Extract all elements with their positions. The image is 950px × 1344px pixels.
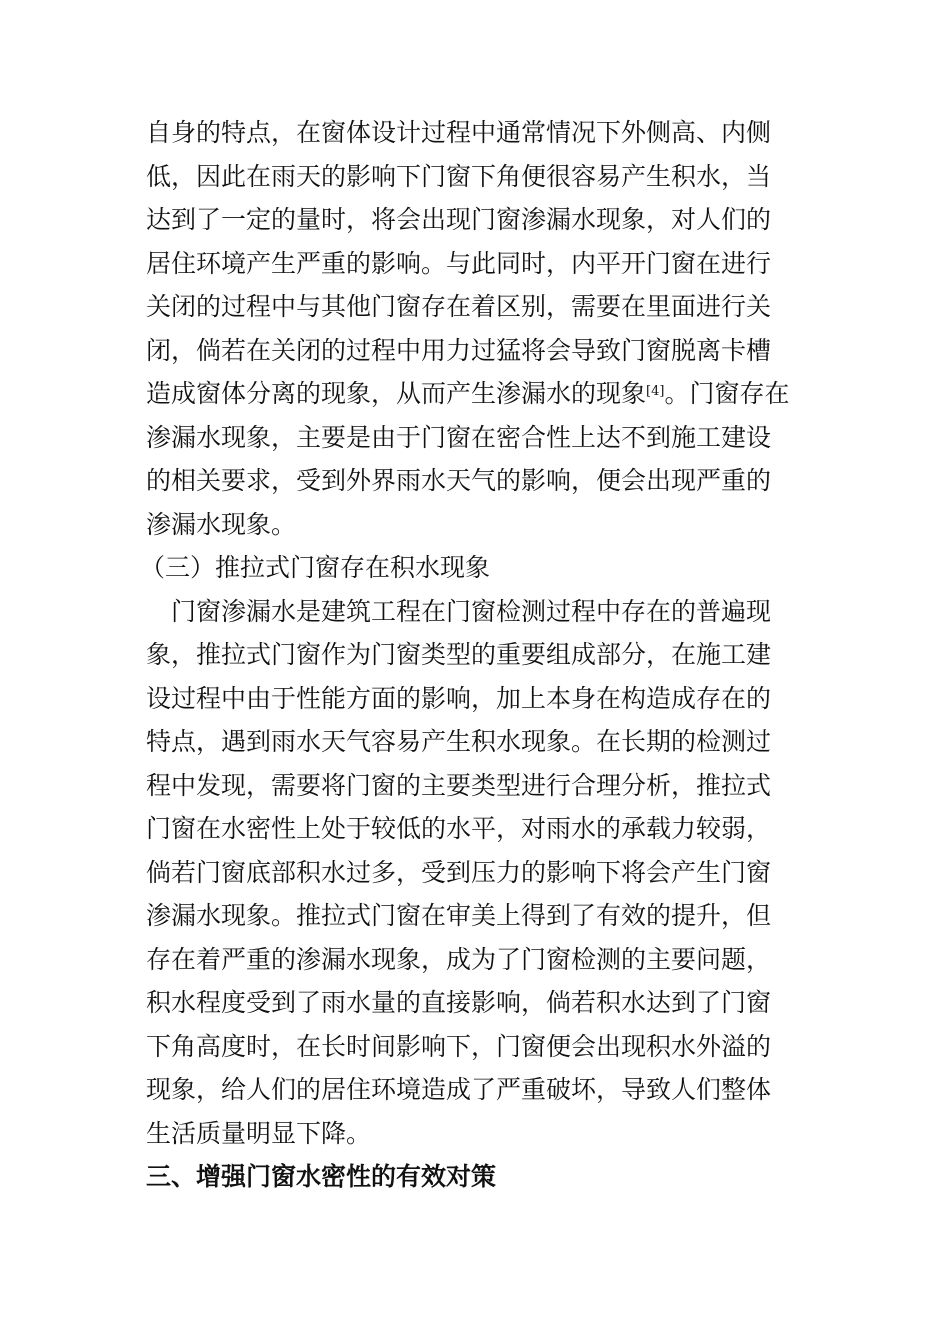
citation-reference: [4]: [646, 384, 665, 399]
text-line: 象，推拉式门窗作为门窗类型的重要组成部分，在施工建: [146, 640, 772, 669]
text-line: 程中发现，需要将门窗的主要类型进行合理分析，推拉式: [146, 770, 772, 800]
text-line: 倘若门窗底部积水过多，受到压力的影响下将会产生门窗: [146, 857, 772, 887]
paragraph-continuation: [146, 111, 810, 546]
paragraph: [146, 590, 810, 1156]
text-line: 关闭的过程中与其他门窗存在着区别，需要在里面进行关: [146, 292, 772, 321]
text-line: 渗漏水现象，主要是由于门窗在密合性上达不到施工建设: [146, 422, 772, 452]
text-line: 自身的特点，在窗体设计过程中通常情况下外侧高、内侧: [146, 118, 772, 147]
text-line: 门窗在水密性上处于较低的水平，对雨水的承载力较弱，: [146, 814, 772, 843]
text-line: 低，因此在雨天的影响下门窗下角便很容易产生积水，当: [146, 161, 772, 191]
text-line: 达到了一定的量时，将会出现门窗渗漏水现象，对人们的: [146, 205, 772, 234]
text-line: 存在着严重的渗漏水现象，成为了门窗检测的主要问题，: [146, 944, 772, 974]
text-line: 现象，给人们的居住环境造成了严重破坏，导致人们整体: [146, 1075, 772, 1104]
text-line: 特点，遇到雨水天气容易产生积水现象。在长期的检测过: [146, 727, 772, 756]
text-line: 生活质量明显下降。: [146, 1118, 372, 1148]
text-line-with-citation: [146, 372, 810, 416]
text-line: 渗漏水现象。: [146, 509, 297, 539]
section-heading: 三、增强门窗水密性的有效对策: [146, 1162, 497, 1191]
text-line: 积水程度受到了雨水量的直接影响，倘若积水达到了门窗: [146, 988, 772, 1017]
text-line: 渗漏水现象。推拉式门窗在审美上得到了有效的提升，但: [146, 901, 772, 930]
document-body: [140, 111, 810, 1199]
section-subheading: （三）推拉式门窗存在积水现象: [140, 553, 491, 582]
text-line: 居住环境产生严重的影响。与此同时，内平开门窗在进行: [146, 248, 772, 278]
text-line: 下角高度时，在长时间影响下，门窗便会出现积水外溢的: [146, 1031, 772, 1061]
text-line: 的相关要求，受到外界雨水天气的影响，便会出现严重的: [146, 466, 772, 495]
text-line: 设过程中由于性能方面的影响，加上本身在构造成存在的: [146, 683, 772, 713]
text-line: 门窗渗漏水是建筑工程在门窗检测过程中存在的普遍现: [146, 596, 772, 626]
text-segment: 。门窗存在: [664, 379, 790, 408]
text-line: 闭，倘若在关闭的过程中用力过猛将会导致门窗脱离卡槽: [146, 335, 772, 365]
text-segment: 造成窗体分离的现象，从而产生渗漏水的现象: [146, 379, 647, 408]
